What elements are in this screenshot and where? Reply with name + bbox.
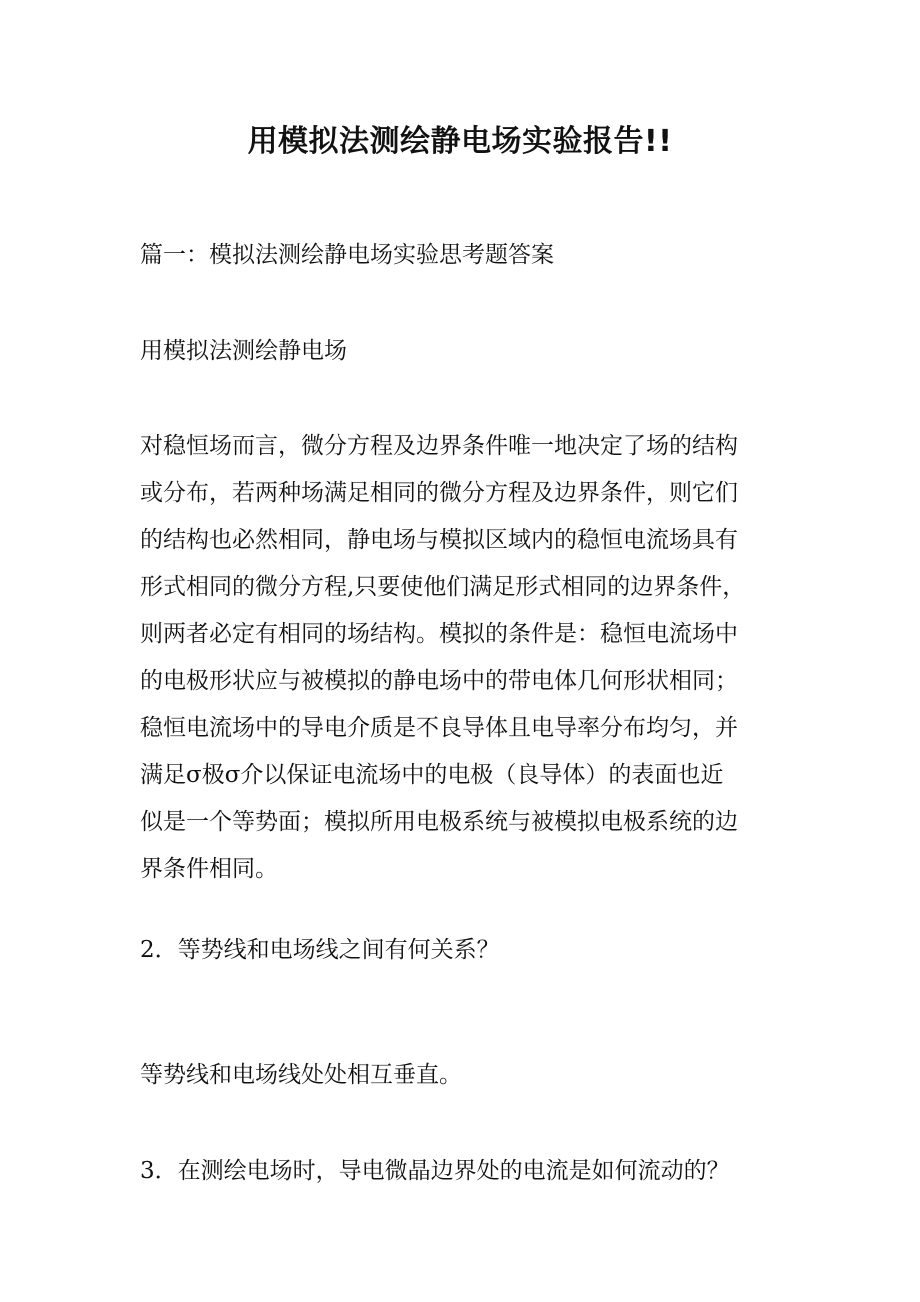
paragraph-line: 界条件相同。 <box>140 856 278 882</box>
paragraph-line: 则两者必定有相同的场结构。模拟的条件是：稳恒电流场中 <box>140 621 738 647</box>
section-heading: 篇一：模拟法测绘静电场实验思考题答案 <box>140 242 554 268</box>
paragraph-line: 满足σ极σ介以保证电流场中的电极（良导体）的表面也近 <box>140 762 724 788</box>
question-3: 3．在测绘电场时，导电微晶边界处的电流是如何流动的？ <box>140 1158 730 1184</box>
subheading: 用模拟法测绘静电场 <box>140 338 347 364</box>
document-title: 用模拟法测绘静电场实验报告!! <box>247 124 673 159</box>
paragraph-line: 或分布，若两种场满足相同的微分方程及边界条件，则它们 <box>140 480 738 506</box>
paragraph-line: 对稳恒场而言，微分方程及边界条件唯一地决定了场的结构 <box>140 433 738 459</box>
paragraph-1 <box>140 423 790 893</box>
paragraph-line: 似是一个等势面；模拟所用电极系统与被模拟电极系统的边 <box>140 809 738 835</box>
question-2: 2．等势线和电场线之间有何关系？ <box>140 937 500 963</box>
paragraph-line: 形式相同的微分方程,只要使他们满足形式相同的边界条件， <box>140 574 746 600</box>
answer-2: 等势线和电场线处处相互垂直。 <box>140 1062 462 1088</box>
paragraph-line: 的结构也必然相同，静电场与模拟区域内的稳恒电流场具有 <box>140 527 738 553</box>
paragraph-line: 稳恒电流场中的导电介质是不良导体且电导率分布均匀，并 <box>140 715 738 741</box>
paragraph-line: 的电极形状应与被模拟的静电场中的带电体几何形状相同； <box>140 668 738 694</box>
